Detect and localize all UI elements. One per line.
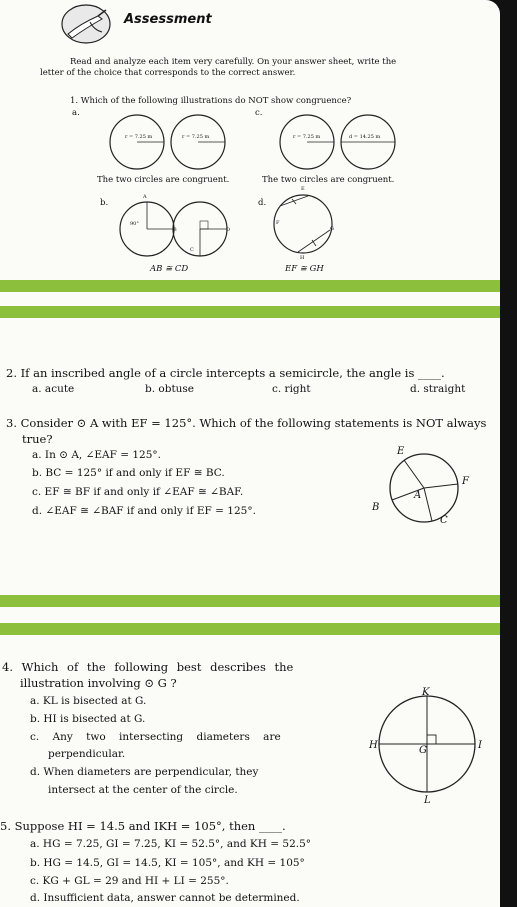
q4-choice-a: a. KL is bisected at G. [30,695,147,707]
q4-stem-line-1: 4. Which of the following best describes the [2,660,294,674]
q1-b-angle: 90° [130,221,139,227]
q1-d-label-g: G [330,226,334,232]
instructions-line-2: letter of the choice that corresponds to the correct answer. [40,68,296,78]
q1-a-radius-1: r = 7.25 m [125,134,153,140]
q2-choice-c: c. right [272,383,311,395]
q1-b-letter: b. [100,198,109,208]
q1-a-figure [105,112,235,172]
q1-c-radius: r = 7.25 m [293,134,321,140]
q1-b-label-a: A [143,194,147,200]
q4-label-g: G [419,745,427,756]
q2-choice-b: b. obtuse [145,383,195,395]
q4-label-k: K [422,687,430,698]
q1-a-caption: The two circles are congruent. [97,175,230,185]
q4-label-i: I [478,740,482,751]
q1-c-letter: c. [255,108,263,118]
q1-a-letter: a. [72,108,80,118]
divider-band-4 [0,623,500,635]
q3-choice-a: a. In ⊙ A, ∠EAF = 125°. [32,449,162,461]
q1-stem: 1. Which of the following illustrations do NOT show congruence? [70,96,352,106]
q5-choice-a: a. HG = 7.25, GI = 7.25, KI = 52.5°, and KH = 52.5° [30,838,312,850]
q3-choice-c: c. EF ≅ BF if and only if ∠EAF ≅ ∠BAF. [32,486,244,498]
q1-b-label-b: B [173,227,177,233]
q4-label-h: H [369,740,378,751]
q2-choice-a: a. acute [32,383,75,395]
q5-choice-d: d. Insufficient data, answer cannot be determined. [30,892,300,904]
divider-band-2 [0,306,500,318]
q1-b-label-c: C [190,247,194,253]
q5-choice-c: c. KG + GL = 29 and HI + LI = 255°. [30,875,229,887]
q4-choice-c-cont: perpendicular. [48,748,126,760]
q1-a-radius-2: r = 7.25 m [182,134,210,140]
divider-band-3 [0,595,500,607]
q4-choice-c: c. Any two intersecting diameters are [30,731,281,743]
q5-stem: 5. Suppose HI = 14.5 and IKH = 105°, then ____. [0,819,286,833]
q3-label-e: E [397,446,405,457]
q2-choice-d: d. straight [410,383,466,395]
q3-label-a: A [414,490,422,501]
q3-stem-line-1: 3. Consider ⊙ A with EF = 125°. Which of the following statements is NOT always [6,416,487,430]
q3-figure [362,450,482,530]
q4-choice-d: d. When diameters are perpendicular, they [30,766,259,778]
q3-label-c: C [440,515,448,526]
q1-d-caption: EF ≅ GH [285,264,324,274]
q1-c-diameter: d = 14.25 m [349,134,381,140]
q1-b-label-d: D [226,227,231,233]
q1-d-label-e: E [301,186,305,192]
q3-choice-d: d. ∠EAF ≅ ∠BAF if and only if EF = 125°. [32,505,256,517]
instructions-line-1: Read and analyze each item very carefully. On your answer sheet, write the [70,57,397,67]
q3-stem-line-2: true? [22,432,53,446]
q4-figure [370,690,490,800]
q5-choice-b: b. HG = 14.5, GI = 14.5, KI = 105°, and KH = 105° [30,857,305,869]
page-title: Assessment [124,12,212,27]
q2-stem: 2. If an inscribed angle of a circle intercepts a semicircle, the angle is ____. [6,366,445,380]
q1-d-label-f: F [276,220,280,226]
q4-choice-b: b. HI is bisected at G. [30,713,146,725]
q3-label-f: F [462,476,469,487]
q1-d-label-h: H [300,255,305,261]
q1-c-figure [275,112,405,172]
q4-choice-d-cont: intersect at the center of the circle. [48,784,238,796]
q1-b-caption: AB ≅ CD [150,264,189,274]
divider-band-1 [0,280,500,292]
q4-label-l: L [424,795,431,806]
writing-hand-icon [60,2,112,46]
q1-d-letter: d. [258,198,267,208]
q1-c-caption: The two circles are congruent. [262,175,395,185]
q3-choice-b: b. BC = 125° if and only if EF ≅ BC. [32,467,225,479]
q4-stem-line-2: illustration involving ⊙ G ? [20,676,177,690]
q3-label-b: B [372,502,380,513]
